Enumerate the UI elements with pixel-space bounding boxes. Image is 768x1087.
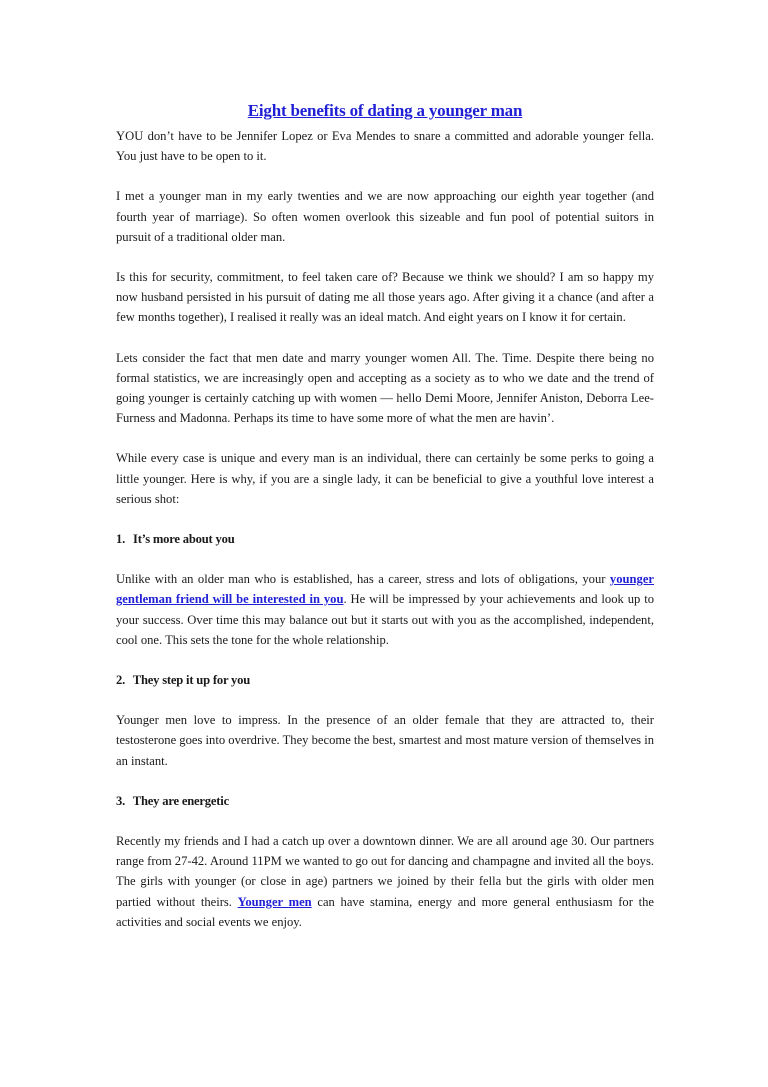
younger-gentleman-link[interactable]: younger gentleman friend will be interested in you — [116, 572, 654, 607]
intro-paragraph-4: Lets consider the fact that men date and marry younger women All. The. Time. Despite there being no formal statistics, we are increasingly open and accepting as a society as to who we date and the trend of going younger is certainly catching up with women — hello Demi Moore, Jennifer Aniston, Deborra Lee-Furness and Madonna. Perhaps its time to have some more of what the men are havin’. — [116, 350, 654, 426]
section-1-text-before: Unlike with an older man who is established, has a career, stress and lots of obligations, your — [116, 572, 610, 587]
section-3-number: 3. — [116, 793, 126, 808]
younger-men-link[interactable]: Younger men — [237, 894, 312, 909]
section-3-text-after: can have stamina, energy and more general enthusiasm for the activities and social events we enjoy. — [116, 894, 654, 929]
section-3-heading — [116, 791, 654, 811]
section-1-title: It’s more about you — [133, 532, 235, 547]
section-1-paragraph — [116, 569, 654, 650]
section-2-title: They step it up for you — [132, 673, 251, 688]
section-3-text-before: Recently my friends and I had a catch up over a downtown dinner. We are all around age 30. Our partners range from 27-42. Around 11PM we wanted to go out for dancing and champagne and invited all the boys. The girls with younger (or close in age) partners we joined by their fella but the girls with older men partied without theirs. — [116, 834, 654, 909]
section-1-text-after: . He will be impressed by your achievements and look up to your success. Over time this may balance out but it starts out with you as the accomplished, independent, cool one. This sets the tone for the whole relationship. — [116, 592, 655, 647]
section-3-paragraph — [116, 831, 654, 932]
intro-paragraph-2: I met a younger man in my early twenties and we are now approaching our eighth year together (and fourth year of marriage). So often women overlook this sizeable and fun pool of potential suitors in pursuit of a traditional older man. — [116, 189, 654, 244]
intro-paragraph-5: While every case is unique and every man is an individual, there can certainly be some perks to going a little younger. Here is why, if you are a single lady, it can be beneficial to give a youthful love interest a serious shot: — [116, 451, 654, 506]
section-3-title: They are energetic — [132, 793, 229, 808]
document-page — [116, 100, 654, 952]
document-title[interactable]: Eight benefits of dating a younger man — [247, 101, 523, 120]
section-1-number: 1. — [116, 532, 126, 547]
intro-paragraph-3: Is this for security, commitment, to feel taken care of? Because we think we should? I am so happy my now husband persisted in his pursuit of dating me all those years ago. After giving it a chance (and after a few months together), I realised it really was an ideal match. And eight years on I know it for certain. — [116, 270, 654, 325]
section-2-paragraph: Younger men love to impress. In the presence of an older female that they are attracted to, their testosterone goes into overdrive. They become the best, smartest and most mature version of themselves in an instant. — [116, 713, 655, 768]
section-2-heading — [116, 670, 654, 690]
section-2-number: 2. — [116, 673, 126, 688]
intro-paragraph-1: YOU don’t have to be Jennifer Lopez or Eva Mendes to snare a committed and adorable younger fella. You just have to be open to it. — [116, 129, 654, 164]
section-1-heading — [116, 529, 654, 549]
